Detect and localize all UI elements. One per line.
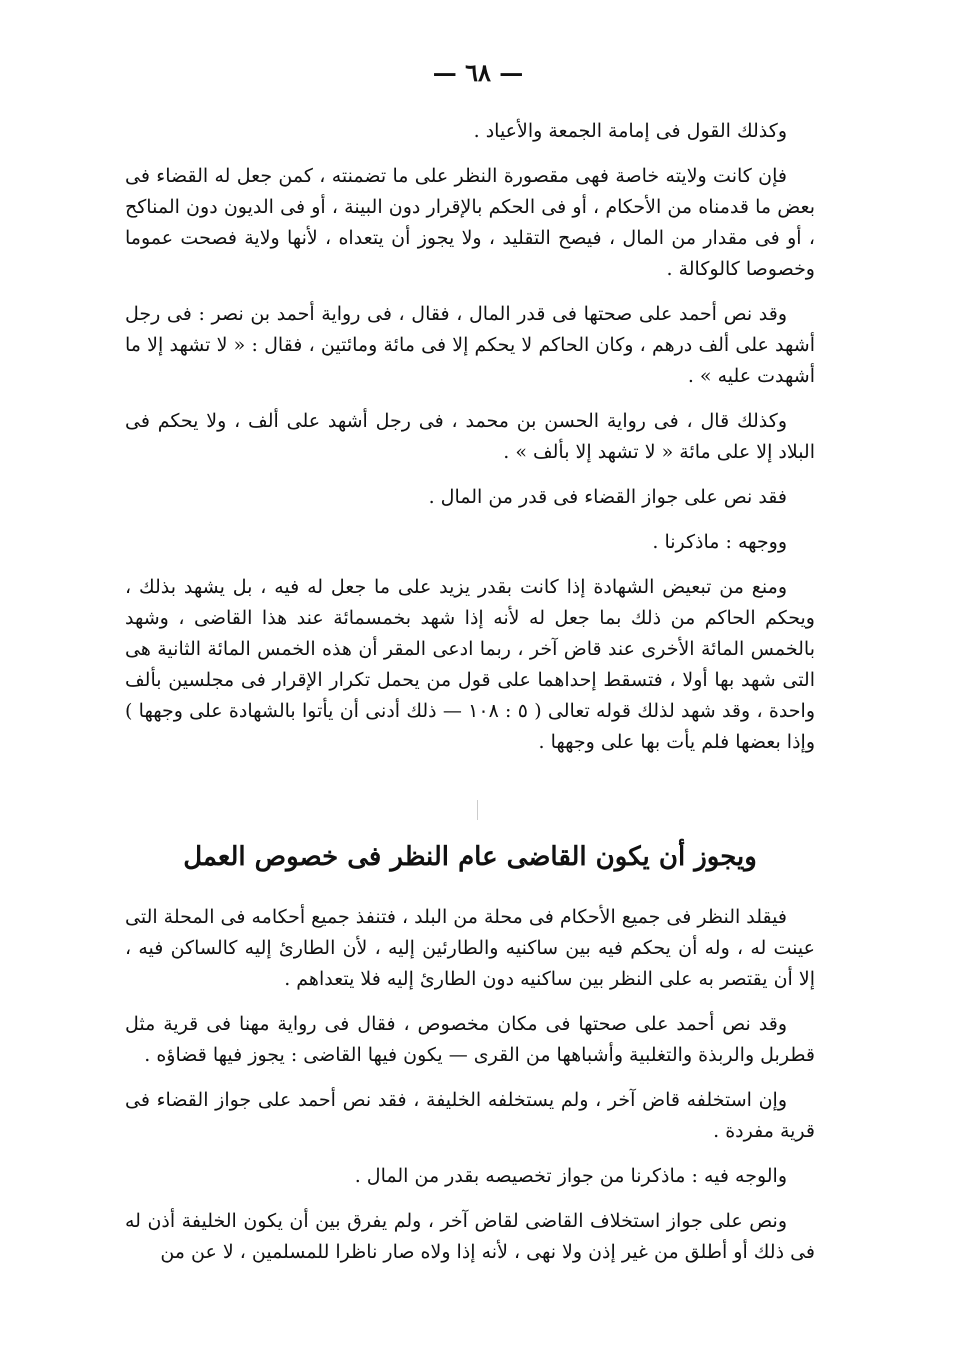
section-two <box>125 902 815 1282</box>
paragraph: وكذلك قال ، فى رواية الحسن بن محمد ، فى رجل أشهد على ألف ، ولا يحكم فى البلاد إلا على مائة « لا تشهد إلا بألف » . <box>125 410 815 463</box>
paragraph: ونص على جواز استخلاف القاضى لقاض آخر ، ولم يفرق بين أن يكون الخليفة أذن له فى ذلك أو أطلق من غير إذن ولا نهى ، لأنه إذا ولاه صار ناظرا للمسلمين ، لا عن من <box>125 1210 815 1263</box>
section-one <box>125 116 815 772</box>
paragraph: وإن استخلفه قاض آخر ، ولم يستخلفه الخليفة ، فقد نص أحمد على جواز القضاء فى قرية مفردة . <box>125 1089 815 1142</box>
paragraph: وكذلك القول فى إمامة الجمعة والأعياد . <box>473 120 787 142</box>
paragraph: والوجه فيه : ماذكرنا من جواز تخصيصه بقدر من المال . <box>354 1165 787 1187</box>
page-number: — ٦٨ — <box>432 58 524 87</box>
paragraph: ومنع من تبعيض الشهادة إذا كانت بقدر يزيد على ما جعل له فيه ، بل يشهد بذلك ، ويحكم الحاكم من ذلك بما جعل له لأنه إذا شهد بخمسمائة عند هذا القاضى ، وشهد بالخمس المائة الأخرى عند قاض آخر ، ربما ادعى المقر أن هذه الخمس المائة الثانية هى التى شهد بها أولا ، فتسقط إحداهما على قول من يحمل تكرار الإقرار فى مجلسين بألف واحدة ، وقد شهد لذلك قوله تعالى ( ٥ : ١٠٨ — ذلك أدنى أن يأتوا بالشهادة على وجهها ) وإذا بعضها فلم يأت بها على وجهها . <box>125 576 815 753</box>
paragraph: فإن كانت ولايته خاصة فهى مقصورة النظر على ما تضمنته ، كمن جعل له القضاء فى بعض ما قدمناه من الأحكام ، أو فى الحكم بالإقرار دون البينة ، أو فى الديون دون المناكح ، أو فى مقدار من المال ، فيصح التقليد ، ولا يجوز أن يتعداه ، لأنها ولاية فصحت عموما وخصوصا كالوكالة . <box>125 165 815 280</box>
section-divider <box>477 800 478 820</box>
paragraph: ووجهه : ماذكرنا . <box>652 531 787 553</box>
section-heading: ويجوز أن يكون القاضى عام النظر فى خصوص العمل <box>183 842 757 872</box>
paragraph: وقد نص أحمد على صحتها فى قدر المال ، فقال ، فى رواية أحمد بن نصر : فى رجل أشهد على ألف درهم ، وكان الحاكم لا يحكم إلا فى مائة ومائتين ، فقال : « لا تشهد إلا ما أشهدت عليه » . <box>125 303 815 387</box>
paragraph: وقد نص أحمد على صحتها فى مكان مخصوص ، فقال فى رواية مهنا فى قرية مثل قطربل والربذة والتغلبية وأشباهها من القرى — يكون فيها القاضى : يجوز فيها قضاؤه . <box>125 1013 815 1066</box>
paragraph: فقد نص على جواز القضاء فى قدر من المال . <box>428 486 787 508</box>
paragraph: فيقلد النظر فى جميع الأحكام فى محلة من البلد ، فتنفذ جميع أحكامه فى المحلة التى عينت له ، وله أن يحكم فيه بين ساكنيه والطارئين إليه ، لأن الطارئ إليه كالساكن فيه ، إلا أن يقتصر به على النظر بين ساكنيه دون الطارئ إليه فلا يتعداهم . <box>125 906 815 990</box>
